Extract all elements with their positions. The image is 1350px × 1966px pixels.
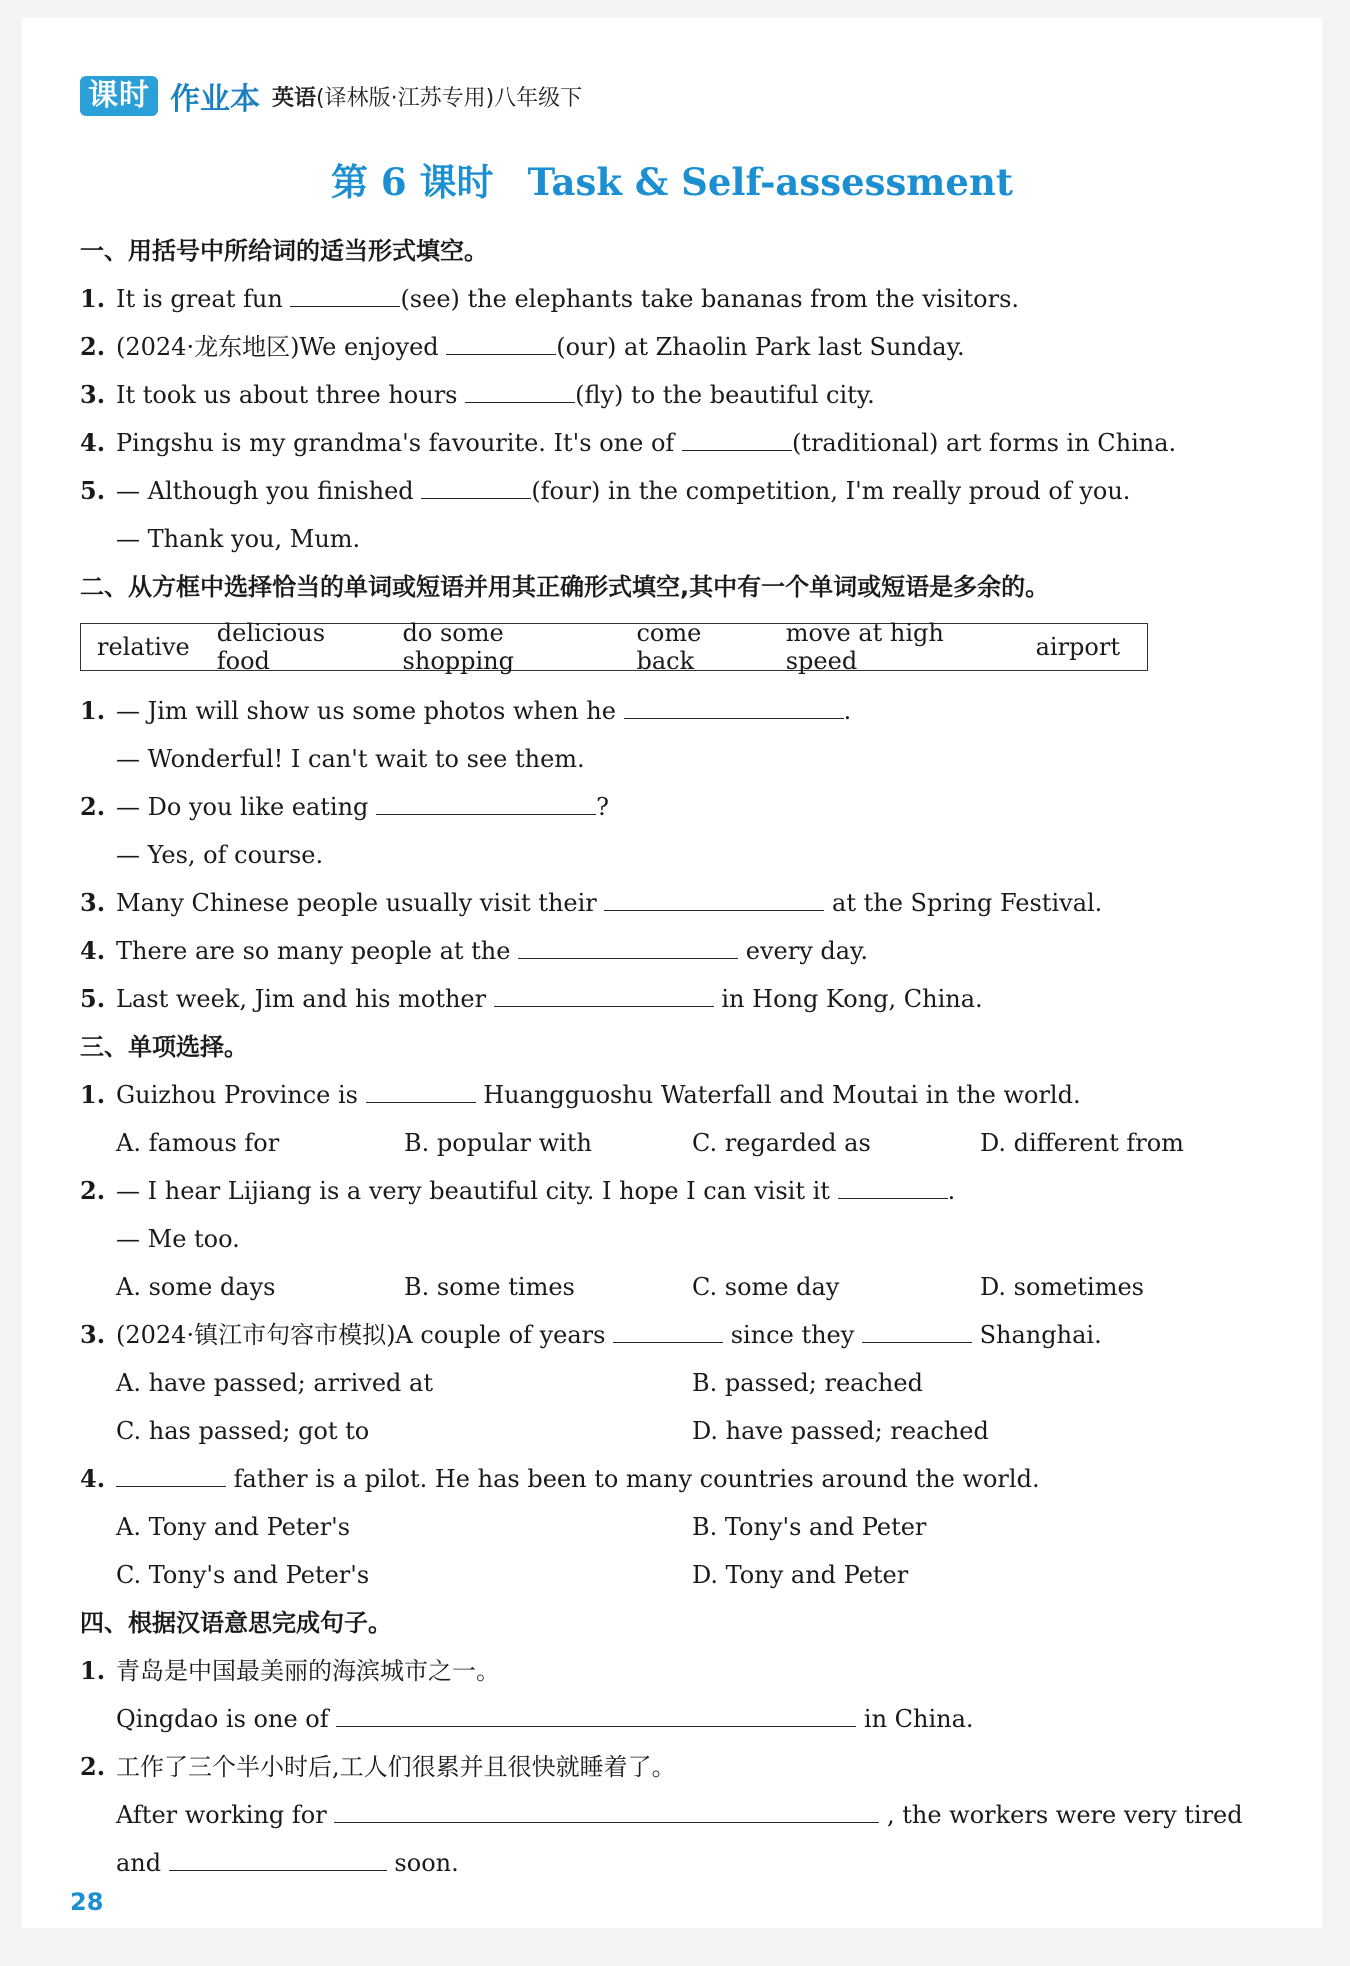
sec4-question-1-answer: Qingdao is one of in China.: [116, 1705, 974, 1733]
option-d[interactable]: D. sometimes: [980, 1273, 1144, 1301]
answer-blank[interactable]: [862, 1320, 972, 1343]
logo-badge: 课时: [80, 76, 158, 116]
section-4-heading: 四、根据汉语意思完成句子。: [80, 1609, 392, 1637]
answer-blank[interactable]: [446, 332, 556, 355]
option-d[interactable]: D. have passed; reached: [692, 1417, 989, 1445]
word-bank-item: move at high speed: [785, 619, 944, 675]
sec4-question-2-continued: and soon.: [116, 1849, 459, 1877]
sec3-question-1: 1. Guizhou Province is Huangguoshu Waterfall and Moutai in the world.: [80, 1080, 1081, 1109]
answer-blank[interactable]: [494, 984, 714, 1007]
sec1-question-4: 4. Pingshu is my grandma's favourite. It's one of (traditional) art forms in China.: [80, 428, 1177, 457]
sec4-question-2-answer: After working for , the workers were very tired: [116, 1801, 1243, 1829]
lesson-name: Task & Self-assessment: [527, 160, 1013, 204]
answer-blank[interactable]: [838, 1176, 948, 1199]
option-b[interactable]: B. some times: [404, 1273, 575, 1301]
sec4-question-2: 2. 工作了三个半小时后,工人们很累并且很快就睡着了。: [80, 1752, 676, 1781]
sec1-question-3: 3. It took us about three hours (fly) to the beautiful city.: [80, 380, 875, 409]
answer-blank[interactable]: [465, 380, 575, 403]
option-c[interactable]: C. regarded as: [692, 1129, 871, 1157]
sec2-question-4: 4. There are so many people at the every day.: [80, 936, 869, 965]
option-c[interactable]: C. some day: [692, 1273, 840, 1301]
word-bank-item: relative: [97, 633, 190, 661]
answer-blank[interactable]: [366, 1080, 476, 1103]
answer-blank[interactable]: [116, 1464, 226, 1487]
sec2-question-2: 2. — Do you like eating ?: [80, 792, 609, 821]
option-c[interactable]: C. Tony's and Peter's: [116, 1561, 370, 1589]
lesson-number: 第 6 课时: [331, 160, 494, 204]
word-bank-item: airport: [1035, 633, 1120, 661]
answer-blank[interactable]: [682, 428, 792, 451]
option-a[interactable]: A. Tony and Peter's: [116, 1513, 351, 1541]
book-subject: 英语(译林版·江苏专用)八年级下: [272, 85, 583, 111]
section-1-heading: 一、用括号中所给词的适当形式填空。: [80, 237, 488, 265]
word-bank-item: come back: [636, 619, 702, 675]
section-2-heading: 二、从方框中选择恰当的单词或短语并用其正确形式填空,其中有一个单词或短语是多余的。: [80, 573, 1050, 601]
workbook-page: [22, 18, 1322, 1928]
option-b[interactable]: B. Tony's and Peter: [692, 1513, 927, 1541]
option-c[interactable]: C. has passed; got to: [116, 1417, 370, 1445]
option-a[interactable]: A. have passed; arrived at: [116, 1369, 433, 1397]
answer-blank[interactable]: [169, 1848, 387, 1871]
answer-blank[interactable]: [518, 936, 738, 959]
sec2-question-1: 1. — Jim will show us some photos when he .: [80, 696, 852, 725]
option-d[interactable]: D. different from: [980, 1129, 1184, 1157]
word-bank-item: do some shopping: [402, 619, 514, 675]
sec2-question-5: 5. Last week, Jim and his mother in Hong Kong, China.: [80, 984, 983, 1013]
word-bank-box: [80, 619, 1148, 675]
option-d[interactable]: D. Tony and Peter: [692, 1561, 909, 1589]
lesson-title: [22, 152, 1322, 206]
sec1-question-5-reply: — Thank you, Mum.: [116, 525, 361, 553]
option-a[interactable]: A. some days: [116, 1273, 276, 1301]
option-b[interactable]: B. popular with: [404, 1129, 592, 1157]
sec2-question-3: 3. Many Chinese people usually visit their at the Spring Festival.: [80, 888, 1103, 917]
sec3-question-4: 4. father is a pilot. He has been to many countries around the world.: [80, 1464, 1040, 1493]
answer-blank[interactable]: [290, 284, 400, 307]
sec2-question-2-reply: — Yes, of course.: [116, 841, 324, 869]
section-3-heading: 三、单项选择。: [80, 1033, 248, 1061]
sec1-question-1: 1. It is great fun (see) the elephants take bananas from the visitors.: [80, 284, 1020, 313]
answer-blank[interactable]: [613, 1320, 723, 1343]
option-a[interactable]: A. famous for: [116, 1129, 280, 1157]
sec4-question-1: 1. 青岛是中国最美丽的海滨城市之一。: [80, 1656, 500, 1685]
logo-text: 作业本: [170, 82, 260, 117]
answer-blank[interactable]: [334, 1800, 879, 1823]
answer-blank[interactable]: [336, 1704, 856, 1727]
answer-blank[interactable]: [376, 792, 596, 815]
sec3-question-2-reply: — Me too.: [116, 1225, 240, 1253]
option-b[interactable]: B. passed; reached: [692, 1369, 923, 1397]
page-number: 28: [70, 1888, 104, 1916]
answer-blank[interactable]: [421, 476, 531, 499]
word-bank-item: delicious food: [216, 619, 326, 675]
page-header: [80, 74, 582, 118]
sec1-question-5: 5. — Although you finished (four) in the competition, I'm really proud of you.: [80, 476, 1131, 505]
sec3-question-2: 2. — I hear Lijiang is a very beautiful city. I hope I can visit it .: [80, 1176, 956, 1205]
sec2-question-1-reply: — Wonderful! I can't wait to see them.: [116, 745, 585, 773]
sec1-question-2: 2. (2024·龙东地区)We enjoyed (our) at Zhaolin Park last Sunday.: [80, 332, 965, 361]
sec3-question-3: 3. (2024·镇江市句容市模拟)A couple of years since they Shanghai.: [80, 1320, 1102, 1349]
answer-blank[interactable]: [624, 696, 844, 719]
answer-blank[interactable]: [604, 888, 824, 911]
